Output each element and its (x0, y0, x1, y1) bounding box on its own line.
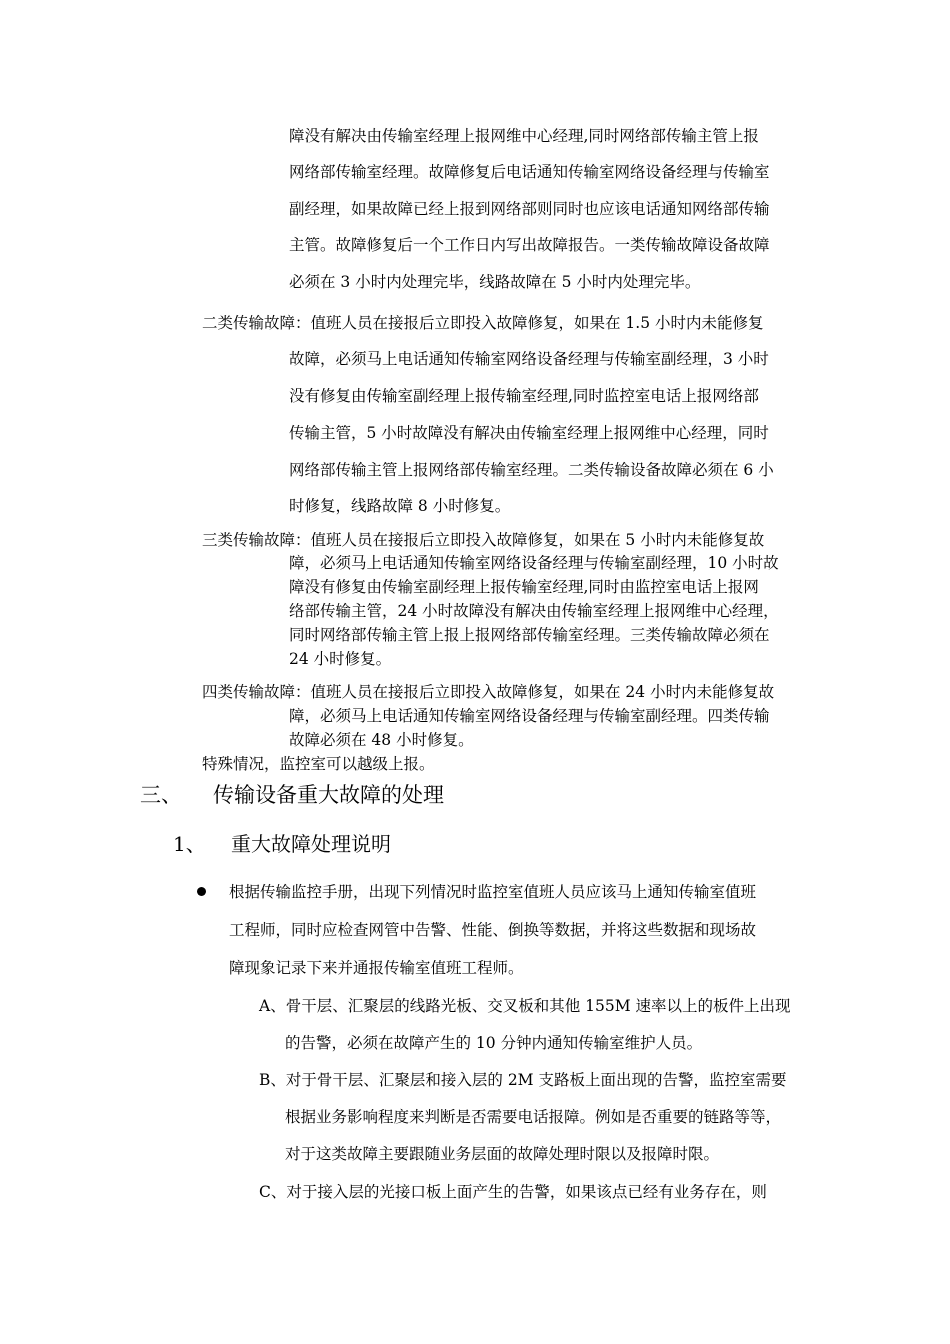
class2-line-5: 网络部传输主管上报网络部传输室经理。二类传输设备故障必须在 6 小 (289, 461, 774, 479)
itemA-line-1: A、骨干层、汇聚层的线路光板、交叉板和其他 155M 速率以上的板件上出现 (259, 997, 791, 1015)
bullet-dot (197, 887, 206, 896)
para1-line-2: 网络部传输室经理。故障修复后电话通知传输室网络设备经理与传输室 (289, 163, 770, 181)
para1-line-3: 副经理，如果故障已经上报到网络部则同时也应该电话通知网络部传输 (289, 200, 770, 218)
bullet-line-1: 根据传输监控手册，出现下列情况时监控室值班人员应该马上通知传输室值班 (229, 883, 757, 901)
class2-line-2: 故障，必须马上电话通知传输室网络设备经理与传输室副经理，3 小时 (289, 350, 769, 368)
subsection-number: 1、 (173, 832, 206, 856)
class2-line-4: 传输主管，5 小时故障没有解决由传输室经理上报网维中心经理，同时 (289, 424, 769, 442)
class3-line-1: 三类传输故障：值班人员在接报后立即投入故障修复，如果在 5 小时内未能修复故 (202, 531, 765, 549)
class3-line-3: 障没有修复由传输室副经理上报传输室经理,同时由监控室电话上报网 (289, 578, 759, 596)
class3-line-5: 同时网络部传输主管上报上报网络部传输室经理。三类传输故障必须在 (289, 626, 770, 644)
class4-line-2: 障，必须马上电话通知传输室网络设备经理与传输室副经理。四类传输 (289, 707, 770, 725)
itemB-line-2: 根据业务影响程度来判断是否需要电话报障。例如是否重要的链路等等， (285, 1108, 782, 1126)
class3-line-2: 障，必须马上电话通知传输室网络设备经理与传输室副经理，10 小时故 (289, 554, 779, 572)
section-number: 三、 (140, 783, 182, 807)
para1-line-4: 主管。故障修复后一个工作日内写出故障报告。一类传输故障设备故障 (289, 236, 770, 254)
itemA-line-2: 的告警，必须在故障产生的 10 分钟内通知传输室维护人员。 (285, 1034, 703, 1052)
para1-line-5: 必须在 3 小时内处理完毕，线路故障在 5 小时内处理完毕。 (289, 273, 701, 291)
itemC-line-1: C、对于接入层的光接口板上面产生的告警，如果该点已经有业务存在，则 (259, 1183, 767, 1201)
special-note: 特殊情况，监控室可以越级上报。 (202, 755, 435, 773)
subsection-title: 重大故障处理说明 (231, 832, 391, 856)
itemB-line-3: 对于这类故障主要跟随业务层面的故障处理时限以及报障时限。 (285, 1145, 720, 1163)
class4-line-1: 四类传输故障：值班人员在接报后立即投入故障修复，如果在 24 小时内未能修复故 (202, 683, 775, 701)
bullet-line-3: 障现象记录下来并通报传输室值班工程师。 (229, 959, 524, 977)
class3-line-6: 24 小时修复。 (289, 650, 392, 668)
bullet-line-2: 工程师，同时应检查网管中告警、性能、倒换等数据，并将这些数据和现场故 (229, 921, 757, 939)
class4-line-3: 故障必须在 48 小时修复。 (289, 731, 474, 749)
itemB-line-1: B、对于骨干层、汇聚层和接入层的 2M 支路板上面出现的告警，监控室需要 (259, 1071, 787, 1089)
class2-line-6: 时修复，线路故障 8 小时修复。 (289, 497, 511, 515)
section-title: 传输设备重大故障的处理 (213, 783, 444, 807)
para1-line-1: 障没有解决由传输室经理上报网维中心经理,同时网络部传输主管上报 (289, 127, 759, 145)
class2-line-3: 没有修复由传输室副经理上报传输室经理,同时监控室电话上报网络部 (289, 387, 759, 405)
class3-line-4: 络部传输主管，24 小时故障没有解决由传输室经理上报网维中心经理， (289, 602, 779, 620)
class2-line-1: 二类传输故障：值班人员在接报后立即投入故障修复，如果在 1.5 小时内未能修复 (202, 314, 764, 332)
